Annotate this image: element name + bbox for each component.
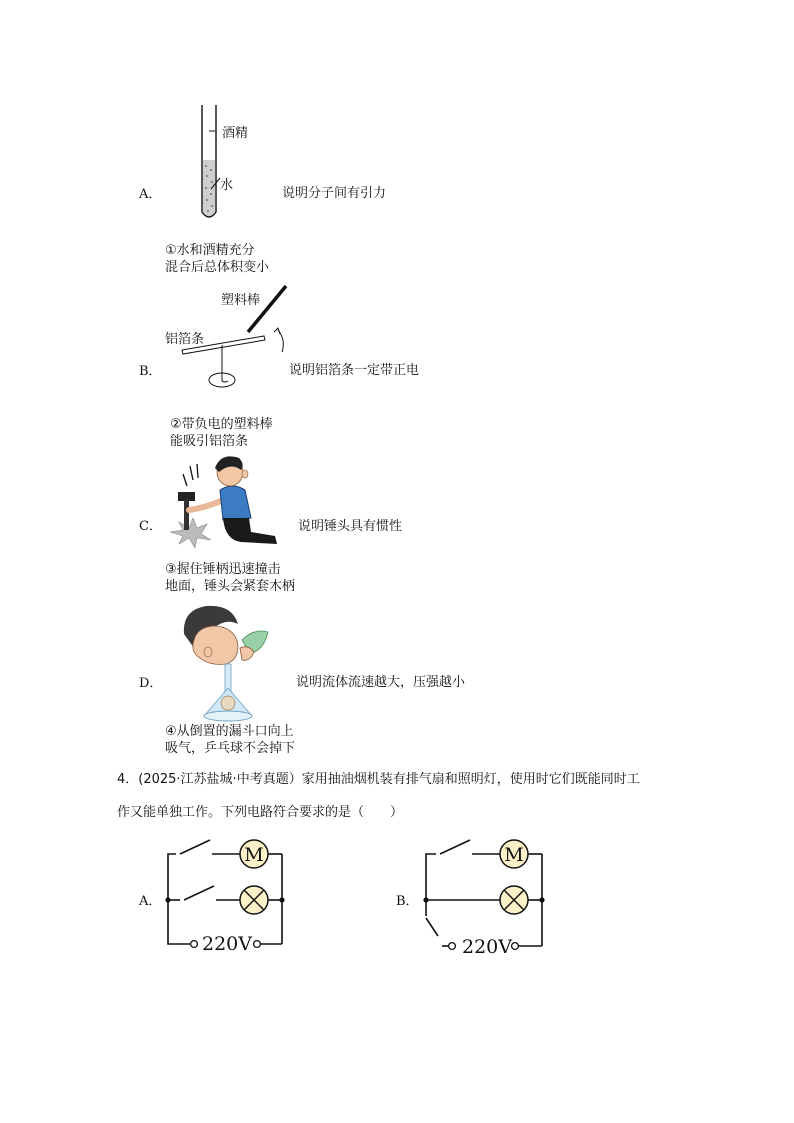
option-b-letter: B． bbox=[139, 364, 162, 379]
option-b-explanation: 说明铝箔条一定带正电 bbox=[289, 363, 420, 378]
label-alcohol: 酒精 bbox=[222, 126, 249, 141]
caption-line: ③握住锤柄迅速撞击 bbox=[165, 562, 281, 577]
hammer-boy-illustration bbox=[165, 452, 290, 552]
circuit-b-voltage: 220V bbox=[462, 936, 512, 958]
circuit-a-letter: A． bbox=[139, 894, 162, 909]
circuit-b-motor-label: M bbox=[504, 844, 524, 866]
question-4-line-1: 4．(2025·江苏盐城·中考真题）家用抽油烟机装有排气扇和照明灯，使用时它们既能同时工 bbox=[117, 772, 640, 787]
option-a-caption bbox=[165, 242, 269, 276]
caption-line: 地面，锤头会紧套木柄 bbox=[165, 579, 296, 594]
test-tube-diagram bbox=[195, 100, 265, 225]
label-water: 水 bbox=[220, 178, 234, 193]
caption-line: 吸气，乒乓球不会掉下 bbox=[165, 741, 296, 756]
option-c-caption bbox=[165, 561, 295, 595]
caption-line: 能吸引铝箔条 bbox=[170, 434, 249, 449]
option-c-explanation: 说明锤头具有惯性 bbox=[298, 519, 403, 534]
option-c-letter: C． bbox=[139, 519, 162, 534]
circuit-a-motor-label: M bbox=[244, 844, 264, 866]
caption-line: 混合后总体积变小 bbox=[165, 260, 270, 275]
funnel-illustration bbox=[180, 600, 285, 725]
option-a-letter: A． bbox=[139, 187, 162, 202]
option-b-caption bbox=[170, 416, 273, 450]
label-aluminum-foil: 铝箔条 bbox=[165, 332, 205, 347]
caption-line: ①水和酒精充分 bbox=[165, 243, 255, 258]
caption-line: ②带负电的塑料棒 bbox=[170, 417, 273, 432]
label-plastic-rod: 塑料棒 bbox=[221, 293, 261, 308]
foil-rod-diagram bbox=[178, 282, 298, 392]
circuit-a-voltage: 220V bbox=[202, 933, 252, 955]
option-a-explanation: 说明分子间有引力 bbox=[282, 186, 387, 201]
option-d-caption bbox=[165, 723, 295, 757]
question-4-line-2: 作又能单独工作。下列电路符合要求的是（ ） bbox=[117, 805, 404, 820]
option-d-explanation: 说明流体流速越大，压强越小 bbox=[296, 675, 466, 690]
caption-line: ④从倒置的漏斗口向上 bbox=[165, 724, 294, 739]
option-d-letter: D． bbox=[139, 676, 163, 691]
circuit-b-letter: B． bbox=[396, 894, 419, 909]
